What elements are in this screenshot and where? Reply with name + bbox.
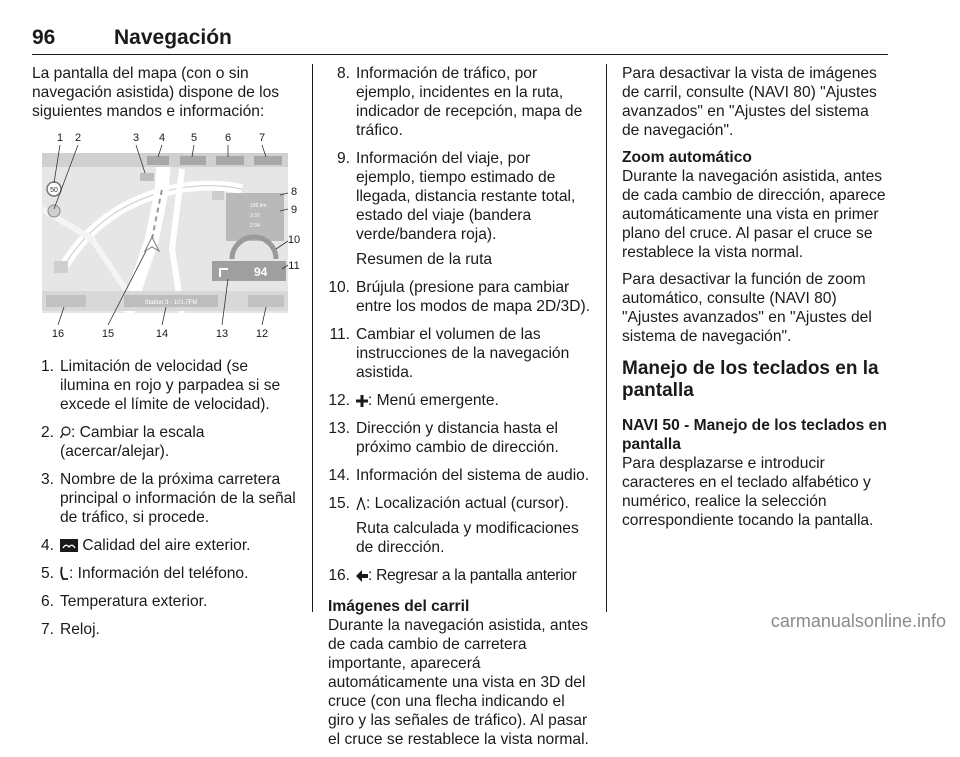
keyboards-subheading: NAVI 50 - Manejo de los teclados en pantalla: [622, 417, 887, 453]
lane-images-paragraph-2: Para desactivar la vista de imágenes de carril, consulte (NAVI 80) "Ajustes avanzados" en "Ajustes del sistema de navegación".: [622, 65, 877, 139]
phone-box: [180, 156, 206, 165]
list-item: 3. Nombre de la próxima carretera principal o información de la señal de tráfico, si procede.: [40, 471, 296, 526]
callout-5: 5: [190, 132, 198, 144]
list-item: 1. Limitación de velocidad (se ilumina en rojo y parpadea si se excede el límite de velocidad).: [40, 358, 281, 413]
lane-images-paragraph-1: Durante la navegación asistida, antes de cada cambio de carretera importante, aparecerá automáticamente una vista en 3D del cruce (con una flecha indicando el giro y las señales de tráfico). Al pasar el cruce se restablece la vista normal.: [328, 617, 589, 748]
column-divider-2: [606, 64, 607, 612]
next-turn-panel: [212, 261, 286, 281]
plus-icon: [356, 395, 368, 407]
list-item: 5. : Información del teléfono.: [40, 565, 249, 582]
page-number: 96: [32, 26, 56, 49]
air-quality-box: [147, 156, 169, 165]
callout-11: 11: [288, 260, 300, 272]
keyboards-paragraph: Para desplazarse e introducir caracteres en el teclado alfabético y numérico, realice la selección correspondiente tocando la pantalla.: [622, 455, 874, 529]
callout-9: 9: [290, 204, 298, 216]
next-turn-distance: 94: [254, 265, 268, 279]
list-item: 2. : Cambiar la escala (acercar/alejar).: [40, 424, 205, 460]
auto-zoom-heading: Zoom automático: [622, 149, 752, 166]
list-item: 6. Temperatura exterior.: [40, 593, 208, 610]
column-3: [622, 64, 888, 538]
road-name-label: [140, 173, 154, 181]
list-item: 14. Información del sistema de audio.: [328, 467, 590, 484]
back-button-box: [46, 295, 86, 307]
keyboards-heading: Manejo de los teclados en la pantalla: [622, 358, 879, 401]
callout-2: 2: [74, 132, 82, 144]
magnifier-icon: [60, 426, 71, 439]
callout-4: 4: [158, 132, 166, 144]
air-quality-icon: [60, 539, 78, 552]
callout-16: 16: [51, 328, 65, 340]
column-divider-1: [312, 64, 313, 612]
auto-zoom-paragraph-1: Durante la navegación asistida, antes de cada cambio de dirección, aparece automáticamente una vista en primer plano del cruce. Al pasar el cruce se restablece la vista normal.: [622, 168, 886, 261]
lane-images-heading: Imágenes del carril: [328, 598, 470, 615]
popup-menu-box: [248, 295, 284, 307]
callout-12: 12: [255, 328, 269, 340]
clock-box: [254, 156, 282, 165]
trip-distance-1: 199 km: [250, 203, 267, 209]
list-item: 10. Brújula (presione para cambiar entre los modos de mapa 2D/3D).: [328, 279, 591, 315]
list-item: 16. : Regresar a la pantalla anterior: [328, 567, 577, 584]
callout-13: 13: [215, 328, 229, 340]
cursor-icon: [356, 497, 366, 510]
phone-icon: [60, 566, 69, 580]
trip-distance-2: 3:37: [250, 213, 260, 219]
navigation-map-diagram: [32, 129, 300, 347]
temperature-box: [216, 156, 244, 165]
route-modifications-note: Ruta calculada y modificaciones de dirección.: [356, 520, 579, 556]
callout-6: 6: [224, 132, 232, 144]
column-1: [32, 64, 300, 648]
list-item: 15. : Localización actual (cursor).: [328, 495, 569, 512]
back-tile: [54, 261, 68, 273]
page-header: [32, 24, 888, 55]
speed-limit-value: 50: [50, 187, 58, 194]
route-summary-note: Resumen de la ruta: [356, 251, 493, 268]
auto-zoom-paragraph-2: Para desactivar la función de zoom automático, consulte (NAVI 80) "Ajustes avanzados" en "Ajustes del sistema de navegación".: [622, 271, 872, 345]
list-item: 12. : Menú emergente.: [328, 392, 499, 409]
chapter-title: Navegación: [114, 26, 232, 49]
callout-10: 10: [287, 234, 300, 246]
callout-1: 1: [56, 132, 64, 144]
list-item: 7. Reloj.: [40, 621, 100, 638]
list-item: 13. Dirección y distancia hasta el próximo cambio de dirección.: [328, 420, 559, 456]
list-item: 8. Información de tráfico, por ejemplo, incidentes en la ruta, indicador de recepción, mapa de tráfico.: [336, 65, 583, 139]
watermark: carmanualsonline.info: [770, 611, 946, 631]
list-item: 11. Cambiar el volumen de las instrucciones de la navegación asistida.: [329, 326, 570, 381]
list-item: 9. Información del viaje, por ejemplo, tiempo estimado de llegada, distancia restante total, estado del viaje (bandera verde/bandera roja).: [336, 150, 576, 243]
callout-3: 3: [132, 132, 140, 144]
callout-15: 15: [101, 328, 115, 340]
trip-distance-3: 2:34: [250, 223, 260, 229]
intro-paragraph: La pantalla del mapa (con o sin navegación asistida) dispone de los siguientes mandos e información:: [32, 65, 280, 120]
zoom-control: [48, 205, 60, 217]
callout-8: 8: [290, 186, 298, 198]
audio-station: Station 3 - 101.7FM: [144, 300, 198, 306]
callout-7: 7: [258, 132, 266, 144]
column-2: [328, 64, 592, 757]
back-arrow-icon: [356, 570, 368, 582]
list-item: 4. Calidad del aire exterior.: [40, 537, 251, 554]
callout-14: 14: [155, 328, 169, 340]
